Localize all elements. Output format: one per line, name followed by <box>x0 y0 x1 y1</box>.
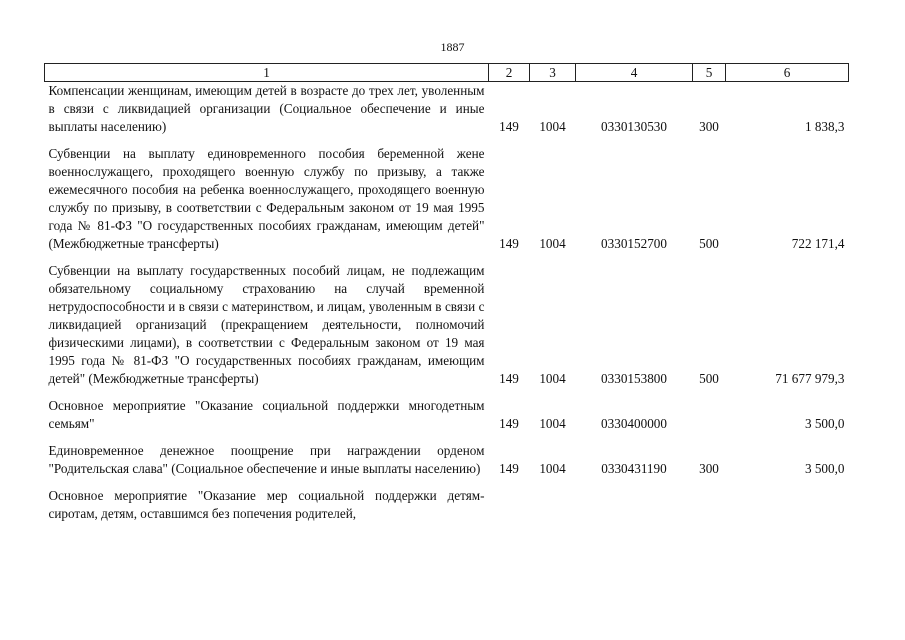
row-ministry <box>489 478 530 523</box>
row-name: Основное мероприятие "Оказание социальной поддержки многодетным семьям" <box>48 398 485 431</box>
row-expense: 300 <box>699 461 719 476</box>
table-row <box>45 478 849 523</box>
row-section: 1004 <box>539 119 566 134</box>
row-ministry: 149 <box>499 416 519 431</box>
row-expense <box>693 478 726 523</box>
row-target: 0330431190 <box>601 461 667 476</box>
row-ministry: 149 <box>499 119 519 134</box>
header-row <box>45 64 849 82</box>
row-target: 0330153800 <box>601 371 667 386</box>
row-name: Субвенции на выплату единовременного пособия беременной жене военнослужащего, проходящего военную службу по призыву, а также ежемесячного пособия на ребенка военнослужащего, проходящего военную службу по призыву, в соответствии с Федеральным законом от 19 мая 1995 года № 81-ФЗ "О государственных пособиях гражданам, имеющим детей" (Межбюджетные трансферты) <box>48 146 485 251</box>
row-amount: 3 500,0 <box>804 461 845 476</box>
row-expense <box>693 388 726 433</box>
table-row <box>45 433 849 478</box>
header-col-2: 2 <box>489 64 530 82</box>
header-col-5: 5 <box>693 64 726 82</box>
row-ministry: 149 <box>499 371 519 386</box>
row-expense: 300 <box>699 119 719 134</box>
header-col-6: 6 <box>726 64 849 82</box>
row-target: 0330130530 <box>601 119 667 134</box>
row-amount: 1 838,3 <box>804 119 845 134</box>
row-expense: 500 <box>699 236 719 251</box>
row-name: Компенсации женщинам, имеющим детей в возрасте до трех лет, уволенным в связи с ликвидацией организации (Социальное обеспечение и иные выплаты населению) <box>48 83 485 134</box>
budget-table <box>44 63 849 523</box>
page-number: 1887 <box>440 40 465 54</box>
row-amount: 722 171,4 <box>791 236 845 251</box>
row-section: 1004 <box>539 371 566 386</box>
row-target: 0330152700 <box>601 236 667 251</box>
row-section: 1004 <box>539 236 566 251</box>
row-amount <box>726 478 849 523</box>
table-row <box>45 82 849 137</box>
row-section: 1004 <box>539 461 566 476</box>
header-col-1: 1 <box>45 64 489 82</box>
row-amount: 71 677 979,3 <box>775 371 845 386</box>
row-name: Основное мероприятие "Оказание мер социальной поддержки детям-сиротам, детям, оставшимся без попечения родителей, <box>48 488 485 521</box>
row-ministry: 149 <box>499 236 519 251</box>
header-col-4: 4 <box>576 64 693 82</box>
table-row <box>45 253 849 388</box>
row-section: 1004 <box>539 416 566 431</box>
row-name: Субвенции на выплату государственных пособий лицам, не подлежащим обязательному социальному страхованию на случай временной нетрудоспособности и в связи с материнством, и лицам, уволенным в связи с ликвидацией организаций (прекращением деятельности, полномочий физическими лицами), в соответствии с Федеральным законом от 19 мая 1995 года № 81-ФЗ "О государственных пособиях гражданам, имеющим детей" (Межбюджетные трансферты) <box>48 263 485 386</box>
row-name: Единовременное денежное поощрение при награждении орденом "Родительская слава" (Социальное обеспечение и иные выплаты населению) <box>48 443 485 476</box>
row-amount: 3 500,0 <box>804 416 845 431</box>
row-expense: 500 <box>699 371 719 386</box>
table-row <box>45 388 849 433</box>
table-row <box>45 136 849 253</box>
header-col-3: 3 <box>530 64 576 82</box>
row-section <box>530 478 576 523</box>
row-target: 0330400000 <box>601 416 667 431</box>
row-ministry: 149 <box>499 461 519 476</box>
row-target <box>576 478 693 523</box>
